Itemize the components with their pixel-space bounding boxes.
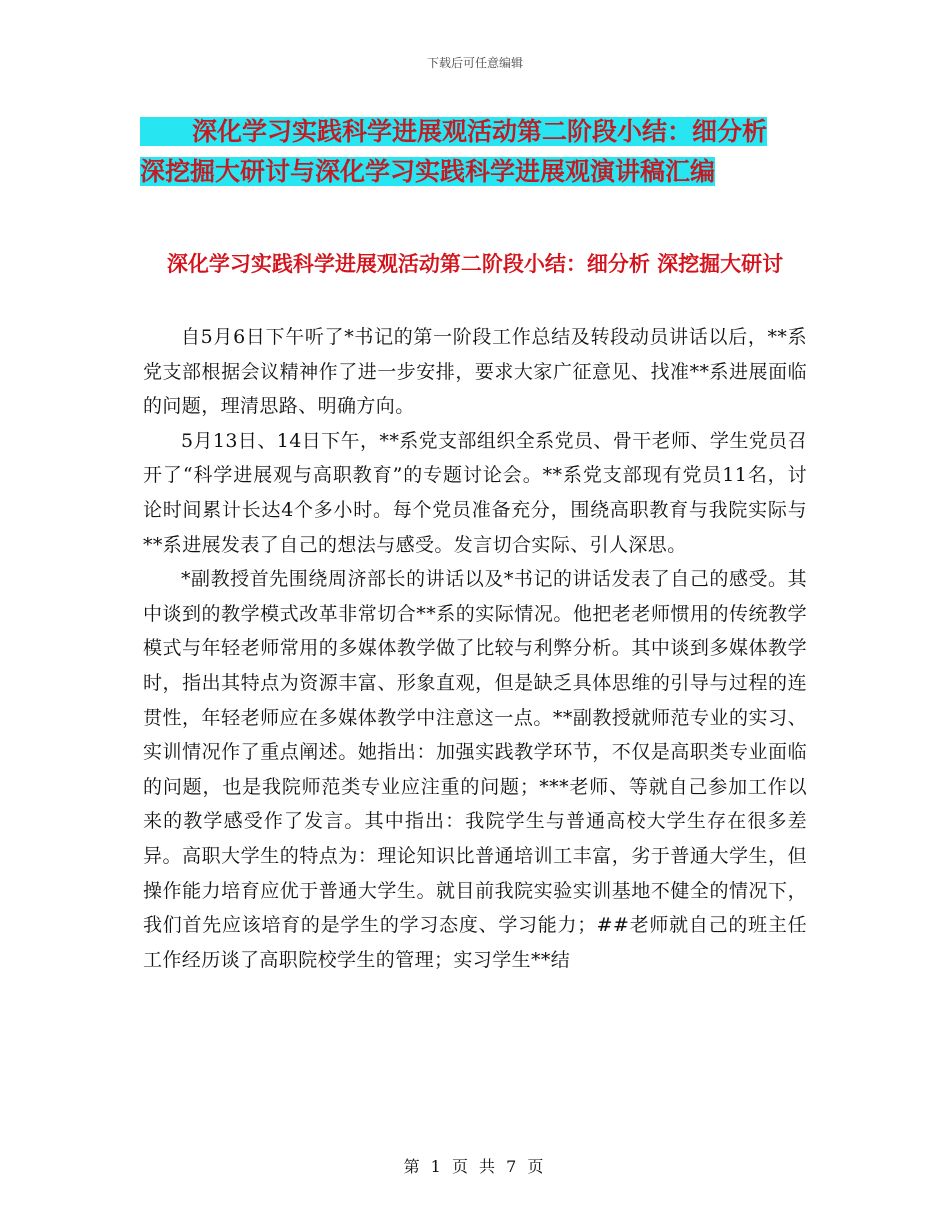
main-title-line-2: 深挖掘大研讨与深化学习实践科学进展观演讲稿汇编 — [140, 157, 716, 186]
header-note: 下载后可任意编辑 — [426, 56, 523, 70]
paragraph: 5月13日、14日下午，**系党支部组织全系党员、骨干老师、学生党员召开了“科学进展观与高职教育”的专题讨论会。**系党支部现有党员11名，讨论时间累计长达4个多小时。每个党员准备充分，围绕高职教育与我院实际与**系进展发表了自己的想法与感受。发言切合实际、引人深思。 — [143, 429, 807, 556]
page-number-footer: 第 1 页 共 7 页 — [403, 1157, 547, 1176]
main-title-line-1: 深化学习实践科学进展观活动第二阶段小结：细分析 — [140, 117, 767, 146]
section-title: 深化学习实践科学进展观活动第二阶段小结：细分析 深挖掘大研讨 — [166, 252, 784, 276]
paragraph: *副教授首先围绕周济部长的讲话以及*书记的讲话发表了自己的感受。其中谈到的教学模式改革非常切合**系的实际情况。他把老老师惯用的传统教学模式与年轻老师常用的多媒体教学做了比较与利弊分析。其中谈到多媒体教学时，指出其特点为资源丰富、形象直观，但是缺乏具体思维的引导与过程的连贯性，年轻老师应在多媒体教学中注意这一点。**副教授就师范专业的实习、实训情况作了重点阐述。她指出：加强实践教学环节，不仅是高职类专业面临的问题，也是我院师范类专业应注重的问题；***老师、等就自己参加工作以来的教学感受作了发言。其中指出：我院学生与普通高校大学生存在很多差异。高职大学生的特点为：理论知识比普通培训工丰富，劣于普通大学生，但操作能力培育应优于普通大学生。就目前我院实验实训基地不健全的情况下，我们首先应该培育的是学生的学习态度、学习能力；##老师就自己的班主任工作经历谈了高职院校学生的管理；实习学生**结 — [143, 568, 807, 971]
document-body — [143, 320, 807, 977]
document-main-title — [140, 112, 820, 192]
paragraph: 自5月6日下午听了*书记的第一阶段工作总结及转段动员讲话以后，**系党支部根据会议精神作了进一步安排，要求大家广征意见、找准**系进展面临的问题，理清思路、明确方向。 — [143, 326, 807, 418]
